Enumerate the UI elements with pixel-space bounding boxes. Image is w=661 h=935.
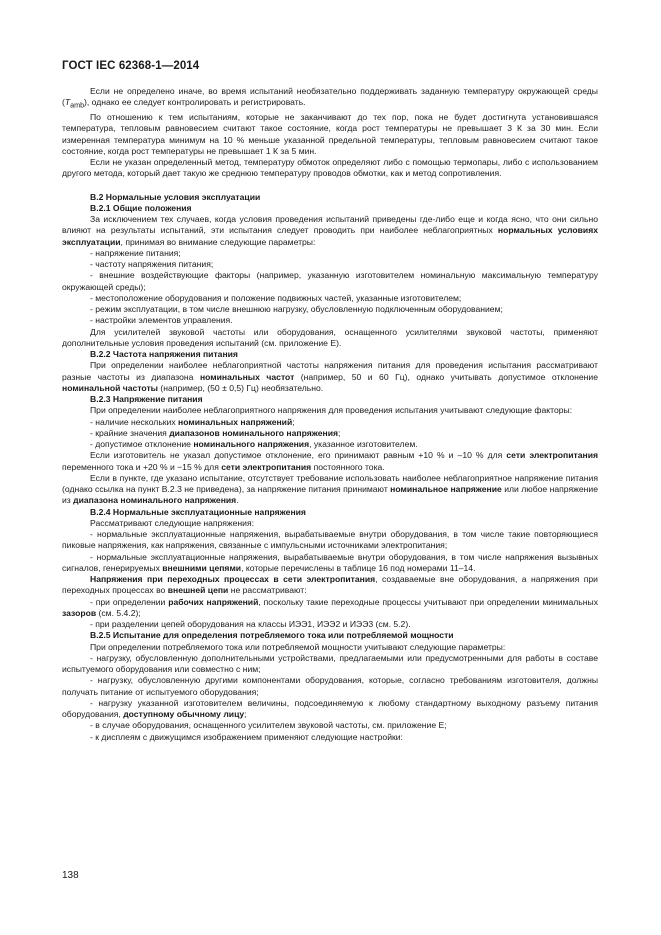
term-bold: номинальных частот [199, 371, 295, 382]
b21-list-item: - режим эксплуатации, в том числе внешнюю нагрузку, обусловленную подключенным оборудованием; [90, 304, 503, 315]
b22-paragraph [62, 360, 598, 394]
term-bold: диапазонов номинального напряжения [169, 427, 338, 438]
term-bold: номинальной частоты [62, 382, 159, 393]
text-run: - нагрузку указанной изготовителем величины, подсоединяемую к любому стандартному выходному разъему питания оборудования, [62, 697, 598, 720]
text-run: - наличие нескольких [90, 416, 179, 427]
text-run: Если в пункте, где указано испытание, отсутствует требование использовать наиболее неблагоприятное напряжение питания (однако ссылка на пункт В.2.3 не приведена), за напряжение питания принимают [62, 472, 598, 495]
page-number: 138 [62, 870, 79, 881]
b24-paragraph-1: Рассматривают следующие напряжения: [90, 517, 254, 528]
standard-header: ГОСТ IEC 62368-1—2014 [62, 60, 200, 72]
term-bold: номинальных напряжений [178, 416, 293, 427]
b21-list-item: - настройки элементов управления. [90, 315, 233, 326]
text-run: Если не определено иначе, во время испытаний необязательно поддерживать заданную температуру окружающей среды ( [62, 86, 598, 108]
text-run: ; [338, 427, 341, 438]
text-run: - допустимое отклонение [90, 439, 194, 450]
term-bold: внешними цепями [162, 562, 242, 573]
b25-paragraph-1: При определении потребляемого тока или потребляемой мощности учитывают следующие параметры: [90, 641, 506, 652]
section-b25-heading: В.2.5 Испытание для определения потребляемого тока или потребляемой мощности [90, 630, 454, 641]
b23-paragraph-3 [62, 473, 598, 507]
b21-list-item: - внешние воздействующие факторы (например, указанную изготовителем номинальную максимальную температуру окружающей среды); [62, 270, 598, 292]
section-b24-heading: В.2.4 Нормальные эксплуатационные напряжения [90, 506, 306, 517]
b23-list-item [62, 428, 598, 439]
text-run: , которые перечислены в таблице 16 под номерами 11–14. [241, 562, 476, 573]
term-bold: нормальных условиях эксплуатации [62, 225, 598, 247]
term-bold: сети электропитания [221, 461, 312, 472]
b21-list-item: - местоположение оборудования и положение подвижных частей, указанные изготовителем; [90, 292, 462, 303]
intro-paragraph-3: Если не указан определенный метод, температуру обмоток определяют либо с помощью термопары, либо с использованием другого метода, который дает такую же среднюю температуру проводов обмотки, как и метод сопротивления. [62, 157, 598, 179]
b25-list-item: - к дисплеям с движущимся изображением применяют следующие настройки: [90, 731, 403, 742]
text-run: При определении наиболее неблагоприятной частоты напряжения питания для проведения испытания рассматривают разные частоты из диапазона [62, 360, 598, 382]
term-bold: Напряжения при переходных процессах в сети электропитания [90, 574, 376, 585]
b25-list-item: - в случае оборудования, оснащенного усилителем звуковой частоты, см. приложение Е; [90, 720, 447, 731]
b24-list-item: - нормальные эксплуатационные напряжения, вырабатываемые внутри оборудования, в том числе такие повторяющиеся пиковые напряжения, как напряжения, связанные с импульсными источниками электропитания; [62, 529, 598, 551]
section-b2-heading: В.2 Нормальные условия эксплуатации [90, 191, 261, 202]
b21-paragraph-1 [62, 214, 598, 248]
term-bold: зазоров [62, 607, 97, 618]
text-run: не рассматривают: [228, 585, 307, 596]
term-bold: внешней цепи [167, 585, 229, 596]
section-b23-heading: В.2.3 Напряжение питания [90, 394, 203, 405]
b24-list-item: - при разделении цепей оборудования на классы ИЭЭ1, ИЭЭ2 и ИЭЭ3 (см. 5.2). [90, 619, 411, 630]
text-run: , поскольку такие переходные процессы учитывают при определении минимальных [258, 596, 598, 607]
b23-list-item [62, 417, 598, 428]
b25-list-item: - нагрузку, обусловленную дополнительными устройствами, предлагаемыми или предусмотренными для работы в составе испытуемого оборудования или совместно с ним; [62, 652, 598, 675]
b25-list-item [62, 698, 598, 721]
text-run: За исключением тех случаев, когда условия проведения испытаний приведены где-либо еще и когда ясно, что они сильно влияют на результаты испытаний, эти испытания следует проводить при наиболее неблагоприятных [62, 214, 598, 236]
b23-paragraph-1: При определении наиболее неблагоприятного напряжения для проведения испытания учитывают следующие факторы: [90, 405, 573, 416]
text-run: ), однако ее следует контролировать и регистрировать. [84, 97, 306, 108]
b21-paragraph-2: Для усилителей звуковой частоты или оборудования, оснащенного усилителями звуковой частоты, применяют дополнительные условия проведения испытаний (см. приложение Е). [62, 326, 598, 348]
text-run: ; [244, 709, 247, 720]
text-run: постоянного тока. [311, 461, 385, 472]
term-bold: диапазона номинального напряжения [73, 495, 237, 506]
text-run: ; [292, 416, 295, 427]
b21-list-item: - напряжение питания; [90, 247, 181, 258]
text-run: - нормальные эксплуатационные напряжения, вырабатываемые внутри оборудования, в том числе напряжения вызывных сигналов, генерируемых [62, 551, 598, 573]
text-run: , создаваемые вне оборудования, а напряжения при переходных процессах во [62, 574, 598, 596]
b24-list-item [62, 552, 598, 575]
term-bold: доступному обычному лицу [123, 709, 245, 720]
text-run: , принимая во внимание следующие параметры: [120, 236, 316, 247]
document-body [62, 86, 598, 743]
text-run: . [236, 495, 239, 506]
term-bold: номинальное напряжение [390, 484, 502, 495]
term-bold: сети электропитания [506, 450, 598, 461]
text-run: (см. 5.4.2); [96, 607, 141, 618]
b24-paragraph-2 [62, 574, 598, 597]
text-run: - крайние значения [90, 427, 170, 438]
term-bold: номинального напряжения [193, 439, 310, 450]
text-run: Если изготовитель не указал допустимое отклонение, его принимают равным +10 % и –10 % для [90, 450, 507, 461]
b25-list-item: - нагрузку, обусловленную другими компонентами оборудования, которые, согласно требованиям изготовителя, должны получать питание от испытуемого оборудования; [62, 675, 598, 697]
text-run: (например, 50 и 60 Гц), однако учитывать допустимое отклонение [294, 371, 599, 382]
intro-paragraph-2: По отношению к тем испытаниям, которые не заканчивают до тех пор, пока не будет достигнута установившаяся температура, тепловым равновесием считают такое состояние, когда рост температуры не превышает 3 К за 30 мин. Если измеренная температура минимум на 10 % меньше указанной предельной температуры, тепловым равновесием считают такое состояние, когда рост температуры не превышает 1 К за 5 мин. [62, 112, 598, 156]
text-run: (например, (50 ± 0,5) Гц) необязательно. [158, 382, 324, 393]
text-run: переменного тока и +20 % и −15 % для [62, 461, 222, 472]
text-run: , указанное изготовителем. [309, 439, 418, 450]
text-run: - при определении [90, 596, 169, 607]
b21-list-item: - частоту напряжения питания; [90, 259, 214, 270]
text-run: или любое напряжение из [62, 484, 598, 506]
symbol-t: T [64, 97, 71, 108]
section-b21-heading: В.2.1 Общие положения [90, 202, 192, 213]
b24-list-item [62, 597, 598, 620]
section-b22-heading: В.2.2 Частота напряжения питания [90, 349, 238, 360]
b23-paragraph-2 [62, 450, 598, 473]
intro-paragraph-1 [62, 86, 598, 112]
term-bold: рабочих напряжений [168, 596, 259, 607]
symbol-subscript: amb [70, 101, 85, 110]
b23-list-item [62, 439, 598, 450]
